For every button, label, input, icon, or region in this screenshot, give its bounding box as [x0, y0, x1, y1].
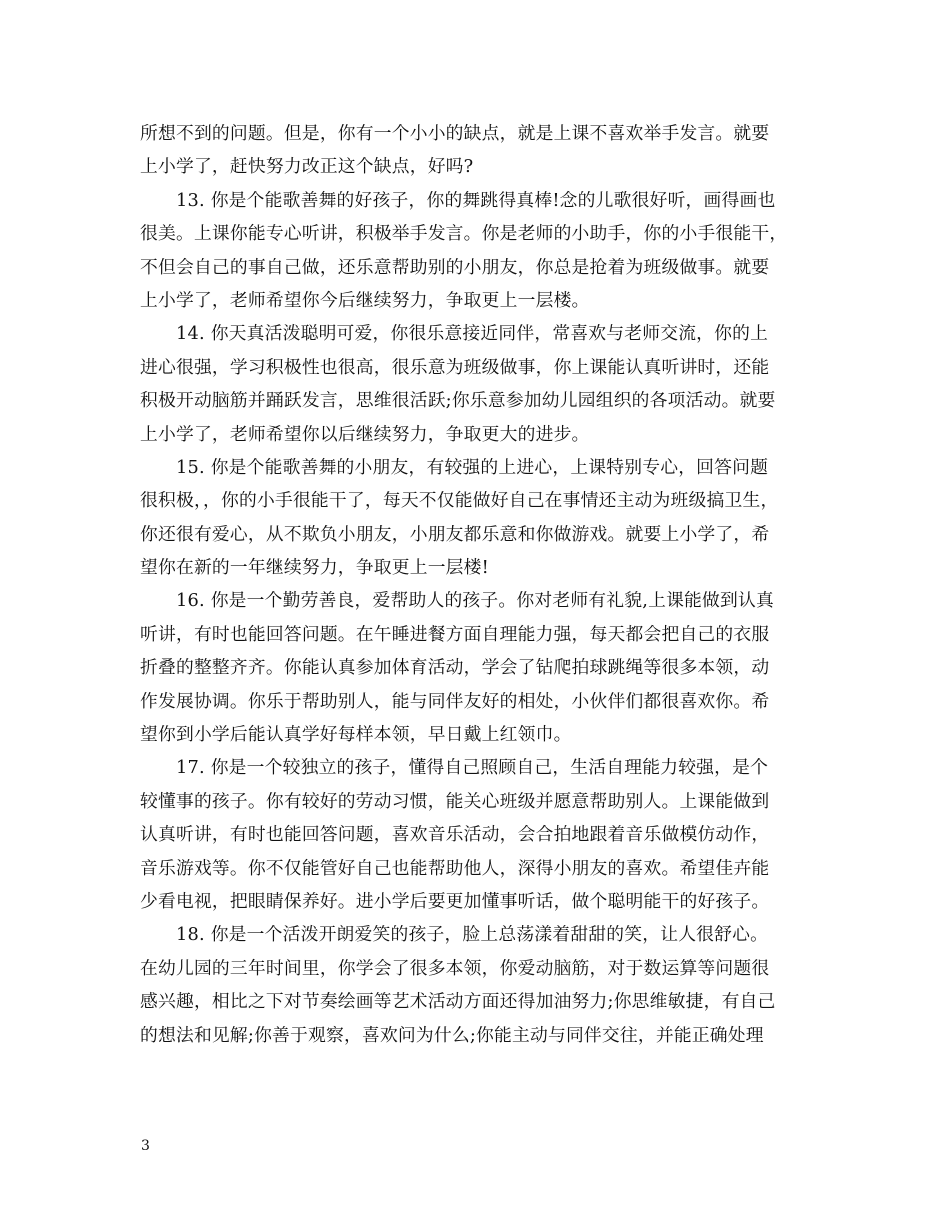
text-line: 进心很强，学习积极性也很高，很乐意为班级做事，你上课能认真听讲时，还能	[140, 356, 770, 378]
text-line: 17. 你是一个较独立的孩子，懂得自己照顾自己，生活自理能力较强，是个	[140, 757, 769, 779]
text-line: 14. 你天真活泼聪明可爱，你很乐意接近同伴，常喜欢与老师交流，你的上	[140, 323, 769, 345]
text-line: 13. 你是个能歌善舞的好孩子，你的舞跳得真棒!念的儿歌很好听，画得画也	[140, 189, 776, 211]
text-line: 15. 你是个能歌善舞的小朋友，有较强的上进心，上课特别专心，回答问题	[140, 456, 769, 478]
text-line: 上小学了，赶快努力改正这个缺点，好吗?	[140, 156, 474, 178]
text-line: 不但会自己的事自己做，还乐意帮助别的小朋友，你总是抢着为班级做事。就要	[140, 256, 770, 278]
text-line: 较懂事的孩子。你有较好的劳动习惯，能关心班级并愿意帮助别人。上课能做到	[140, 790, 770, 812]
text-line: 积极开动脑筋并踊跃发言，思维很活跃;你乐意参加幼儿园组织的各项活动。就要	[140, 390, 776, 412]
text-line: 音乐游戏等。你不仅能管好自己也能帮助他人，深得小朋友的喜欢。希望佳卉能	[140, 857, 770, 879]
text-line: 认真听讲，有时也能回答问题，喜欢音乐活动，会合拍地跟着音乐做模仿动作，	[140, 824, 770, 846]
text-line: 在幼儿园的三年时间里，你学会了很多本领，你爱动脑筋，对于数运算等问题很	[140, 957, 770, 979]
text-line: 很美。上课你能专心听讲，积极举手发言。你是老师的小助手，你的小手很能干，	[140, 223, 788, 245]
text-line: 折叠的整整齐齐。你能认真参加体育活动，学会了钻爬拍球跳绳等很多本领，动	[140, 657, 770, 679]
text-line: 的想法和见解;你善于观察，喜欢问为什么;你能主动与同伴交往，并能正确处理	[140, 1024, 764, 1046]
text-line: 望你到小学后能认真学好每样本领，早日戴上红领巾。	[140, 724, 572, 746]
text-line: 作发展协调。你乐于帮助别人，能与同伴友好的相处，小伙伴们都很喜欢你。希	[140, 690, 770, 712]
text-line: 你还很有爱心，从不欺负小朋友，小朋友都乐意和你做游戏。就要上小学了，希	[140, 523, 770, 545]
text-line: 望你在新的一年继续努力，争取更上一层楼!	[140, 557, 489, 579]
body-text	[140, 118, 818, 1053]
text-line: 上小学了，老师希望你今后继续努力，争取更上一层楼。	[140, 289, 590, 311]
text-line: 所想不到的问题。但是，你有一个小小的缺点，就是上课不喜欢举手发言。就要	[140, 123, 770, 144]
text-line: 很积极，，你的小手很能干了，每天不仅能做好自己在事情还主动为班级搞卫生，	[140, 490, 779, 512]
text-line: 18. 你是一个活泼开朗爱笑的孩子，脸上总荡漾着甜甜的笑，让人很舒心。	[140, 924, 769, 946]
page-number: 3	[141, 1138, 150, 1154]
text-line: 上小学了，老师希望你以后继续努力，争取更大的进步。	[140, 423, 590, 445]
text-line: 听讲，有时也能回答问题。在午睡进餐方面自理能力强，每天都会把自己的衣服	[140, 623, 770, 645]
text-line: 少看电视，把眼睛保养好。进小学后要更加懂事听话，做个聪明能干的好孩子。	[140, 890, 770, 912]
text-line: 感兴趣，相比之下对节奏绘画等艺术活动方面还得加油努力;你思维敏捷，有自己	[140, 991, 776, 1013]
text-line: 16. 你是一个勤劳善良，爱帮助人的孩子。你对老师有礼貌,上课能做到认真	[140, 590, 774, 612]
